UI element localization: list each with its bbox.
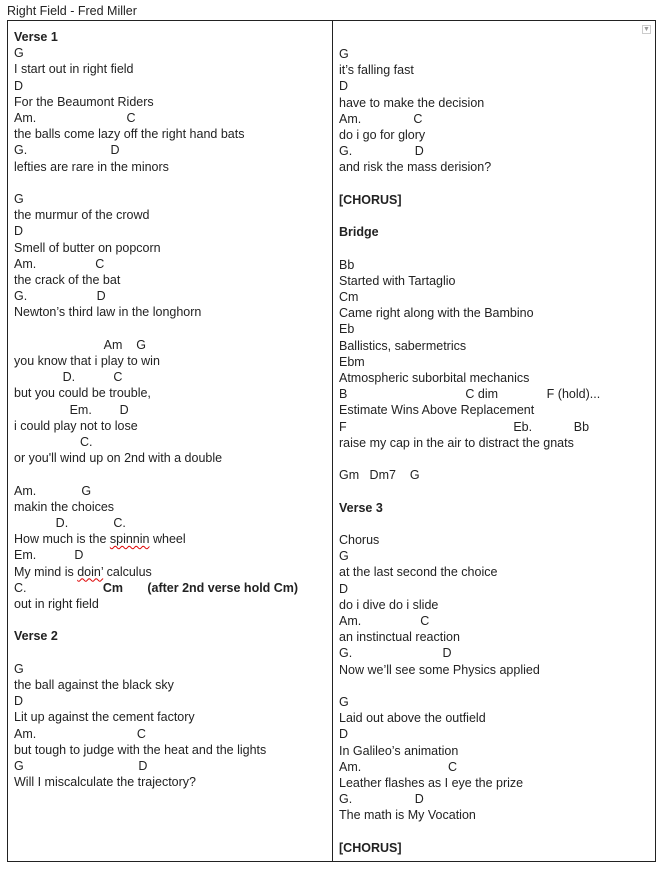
lyric-line: the crack of the bat [14, 273, 121, 287]
lyric-line: Smell of butter on popcorn [14, 240, 161, 255]
section-heading: [CHORUS] [339, 192, 402, 207]
chord-line: Am. C [339, 111, 423, 126]
chord-line: G [14, 661, 24, 676]
chord-line: G [14, 46, 24, 61]
chord-line: D [339, 727, 349, 742]
document-title: Right Field - Fred Miller [7, 4, 137, 18]
lyric-line: out in right field [14, 597, 99, 611]
chord-line: G [14, 192, 24, 206]
lyric-line: but you could be trouble, [14, 386, 151, 401]
chord-line: Am. C [14, 726, 146, 741]
chord-line: D. C. [14, 516, 126, 530]
chord-line: G [339, 549, 349, 564]
lyric-line: at the last second the choice [339, 565, 498, 580]
spelling-flag: doin’ [77, 564, 104, 579]
chord-line: Em. D [14, 402, 129, 417]
chord-line: D [339, 79, 349, 94]
lyric-line: Leather flashes as I eye the prize [339, 776, 524, 790]
lyrics-table [7, 20, 656, 862]
lyric-line: Will I miscalculate the trajectory? [14, 775, 197, 790]
lyric-line: How much is the spinnin wheel [14, 532, 186, 547]
lyric-line: Came right along with the Bambino [339, 306, 534, 321]
spelling-flag: spinnin [109, 532, 150, 547]
chord-line: Eb [339, 322, 355, 337]
chord-line: B C dim F (hold)... [339, 387, 601, 402]
chord-line: G. D [14, 289, 106, 304]
lyric-line: or you'll wind up on 2nd with a double [14, 451, 223, 466]
chord-line: Am. C [339, 614, 430, 628]
lyric-line: have to make the decision [339, 95, 485, 110]
section-heading: Verse 1 [14, 30, 58, 44]
chord-line: Bb [339, 257, 355, 272]
chord-line: D [339, 581, 349, 596]
chord-line: G. D [339, 792, 424, 807]
section-heading: Verse 2 [14, 629, 58, 644]
lyric-line: Now we’ll see some Physics applied [339, 662, 540, 677]
lyric-line: C. Cm (after 2nd verse hold Cm) [14, 580, 299, 595]
chord-line: Am. G [14, 483, 92, 498]
lyric-line: Atmospheric suborbital mechanics [339, 371, 530, 385]
chord-line: D [14, 78, 24, 93]
lyric-line: lefties are rare in the minors [14, 159, 169, 174]
lyric-line: For the Beaumont Riders [14, 94, 154, 109]
lyric-line: The math is My Vocation [339, 808, 476, 823]
chord-line: D [14, 224, 24, 239]
lyric-line: do i go for glory [339, 128, 426, 142]
lyric-line: My mind is doin’ calculus [14, 564, 152, 579]
lyric-line: the murmur of the crowd [14, 208, 150, 223]
section-heading: Verse 3 [339, 500, 383, 515]
lyric-line: an instinctual reaction [339, 630, 460, 645]
left-column [8, 21, 333, 861]
lyric-line: the balls come lazy off the right hand bats [14, 127, 245, 142]
chord-line: G. D [339, 144, 424, 159]
chord-line: Am G [14, 337, 146, 352]
chord-line: F Eb. Bb [339, 419, 590, 434]
chord-line: Am. C [14, 256, 105, 271]
section-heading: Bridge [339, 225, 379, 240]
section-heading: [CHORUS] [339, 840, 402, 855]
chord-line: Cm [339, 290, 359, 304]
chord-line: Ebm [339, 354, 365, 369]
chord-line: G D [14, 759, 148, 773]
dropdown-arrow-icon[interactable]: ▼ [643, 26, 650, 33]
lyric-line: I start out in right field [14, 62, 134, 77]
lyric-line: and risk the mass derision? [339, 160, 492, 175]
chord-line: G [339, 695, 349, 709]
lyric-line: i could play not to lose [14, 418, 138, 433]
lyric-line: but tough to judge with the heat and the lights [14, 742, 267, 757]
lyric-line: makin the choices [14, 499, 115, 514]
lyric-line: Chorus [339, 533, 380, 547]
chord-line: Am. C [339, 759, 458, 774]
lyric-line: it’s falling fast [339, 63, 414, 78]
lyric-line: In Galileo’s animation [339, 743, 459, 758]
lyric-line: Ballistics, sabermetrics [339, 338, 467, 353]
chord-line: Am. C [14, 111, 136, 125]
chord-line: G. D [14, 143, 120, 158]
right-column [333, 21, 655, 861]
lyric-line: do i dive do i slide [339, 597, 439, 612]
chord-line: G. D [339, 646, 452, 661]
chord-line: D. C [14, 370, 123, 385]
lyric-line: Newton’s third law in the longhorn [14, 305, 202, 320]
chord-line: C. [14, 435, 93, 449]
lyric-line: Lit up against the cement factory [14, 710, 195, 725]
lyric-line: Started with Tartaglio [339, 273, 456, 288]
chord-line: Em. D [14, 548, 84, 563]
lyric-line: the ball against the black sky [14, 678, 174, 692]
chord-line: Gm Dm7 G [339, 468, 420, 483]
lyric-line: raise my cap in the air to distract the gnats [339, 435, 574, 450]
lyric-line: Laid out above the outfield [339, 711, 486, 726]
chord-line: G [339, 47, 349, 61]
lyric-line: Estimate Wins Above Replacement [339, 403, 535, 418]
chord-line: D [14, 694, 24, 709]
lyric-line: you know that i play to win [14, 354, 160, 368]
